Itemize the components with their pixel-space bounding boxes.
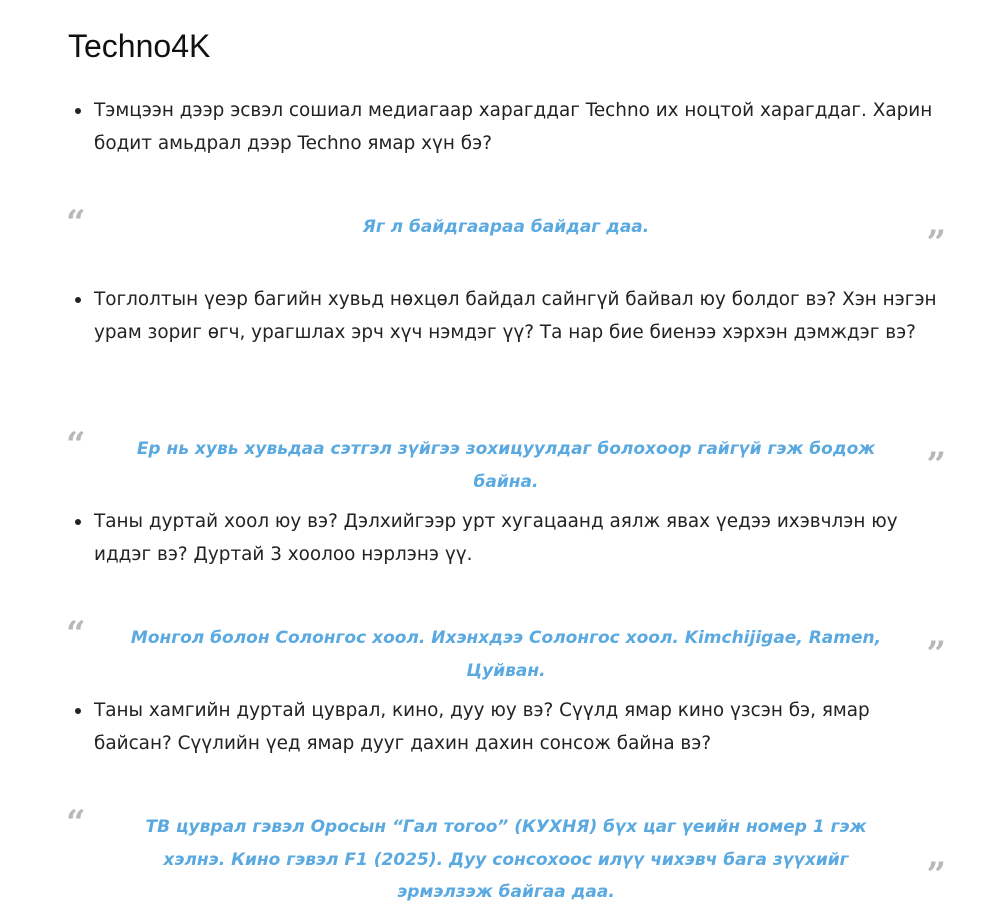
close-quote-icon: ” <box>926 634 946 674</box>
close-quote-icon: ” <box>926 223 946 263</box>
answer-block <box>66 803 946 902</box>
question-item: Тэмцээн дээр эсвэл сошиал медиагаар харагддаг Techno их ноцтой харагддаг. Харин бодит амьдрал дээр Techno ямар хүн бэ? <box>74 95 938 160</box>
question-item: Таны хамгийн дуртай цуврал, кино, дуу юу вэ? Сүүлд ямар кино үзсэн бэ, ямар байсан? Сүүлийн үед ямар дууг дахин дахин сонсож байна вэ? <box>74 695 938 760</box>
answer-text: ТВ цуврал гэвэл Оросын “Гал тогоо” (КУХНЯ) бүх цаг үеийн номер 1 гэж хэлнэ. Кино гэвэл F1 (2025). Дуу сонсохоос илүү чихэвч бага зүүхийг эрмэлзэж байгаа даа. <box>145 817 867 902</box>
question-list <box>74 695 938 760</box>
answer-block <box>66 425 946 492</box>
open-quote-icon: “ <box>66 614 86 654</box>
question-item: Тоглолтын үеэр багийн хувьд нөхцөл байдал сайнгүй байвал юу болдог вэ? Хэн нэгэн урам зориг өгч, урагшлах эрч хүч нэмдэг үү? Та нар бие биенээ хэрхэн дэмждэг вэ? <box>74 284 938 349</box>
question-list <box>74 95 938 160</box>
open-quote-icon: “ <box>66 803 86 843</box>
question-list <box>74 506 938 571</box>
question-list <box>74 284 938 349</box>
close-quote-icon: ” <box>926 855 946 895</box>
answer-block <box>66 203 946 263</box>
answer-text: Яг л байдгаараа байдаг даа. <box>362 217 650 237</box>
page-title: Techno4K <box>68 28 211 64</box>
answer-block <box>66 614 946 681</box>
answer-text: Ер нь хувь хувьдаа сэтгэл зүйгээ зохицуулдаг болохоор гайгүй гэж бодож байна. <box>136 439 876 492</box>
open-quote-icon: “ <box>66 203 86 243</box>
open-quote-icon: “ <box>66 425 86 465</box>
question-item: Таны дуртай хоол юу вэ? Дэлхийгээр урт хугацаанд аялж явах үедээ ихэвчлэн юу иддэг вэ? Дуртай 3 хоолоо нэрлэнэ үү. <box>74 506 938 571</box>
answer-text: Монгол болон Солонгос хоол. Ихэнхдээ Солонгос хоол. Kimchijigae, Ramen, Цуйван. <box>130 628 882 681</box>
close-quote-icon: ” <box>926 445 946 485</box>
